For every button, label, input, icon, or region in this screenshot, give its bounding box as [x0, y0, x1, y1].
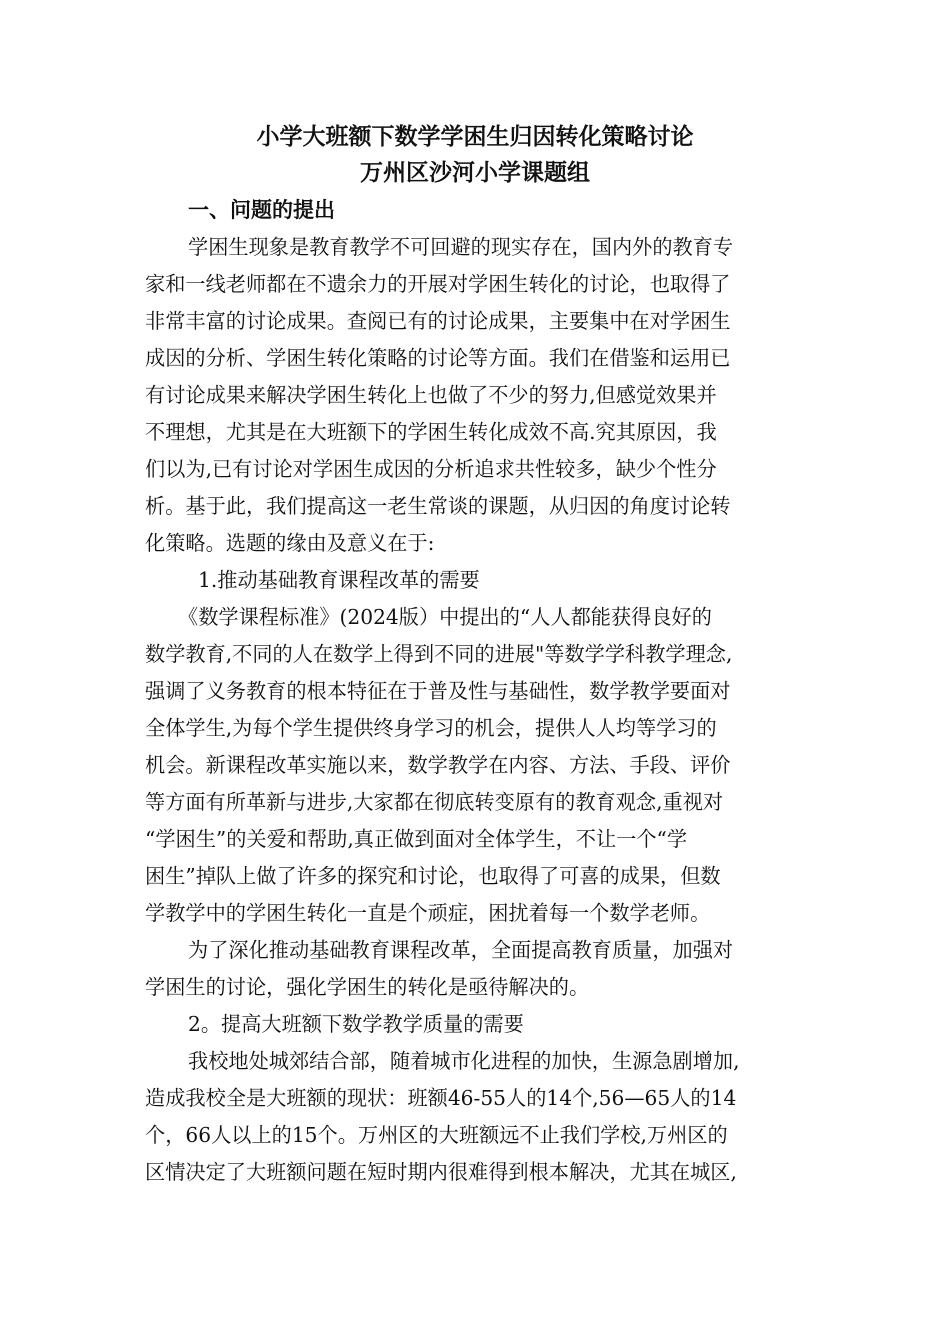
paragraph-line: 造成我校全是大班额的现状：班额46-55人的14个,56—65人的14	[145, 1086, 737, 1110]
paragraph-line: 成因的分析、学困生转化策略的讨论等方面。我们在借鉴和运用已	[145, 346, 731, 370]
paragraph-line: 析。基于此，我们提高这一老生常谈的课题，从归因的角度讨论转	[145, 494, 731, 518]
paragraph-line: 有讨论成果来解决学困生转化上也做了不少的努力,但感觉效果并	[145, 383, 717, 407]
document-subtitle: 万州区沙河小学课题组	[360, 159, 590, 186]
paragraph-line: 《数学课程标准》(2024版）中提出的“人人都能获得良好的	[178, 605, 712, 629]
paragraph-line: 强调了义务教育的根本特征在于普及性与基础性，数学教学要面对	[145, 679, 731, 703]
paragraph-line: 学困生现象是教育教学不可回避的现实存在，国内外的教育专	[188, 235, 734, 259]
subsection-heading-1: 1.推动基础教育课程改革的需要	[198, 568, 480, 592]
paragraph-line: 机会。新课程改革实施以来，数学教学在内容、方法、手段、评价	[145, 753, 731, 777]
paragraph-line: 数学教育,不同的人在数学上得到不同的进展"等数学学科教学理念,	[145, 642, 733, 666]
paragraph-line: 不理想，尤其是在大班额下的学困生转化成效不高.究其原因，我	[145, 420, 717, 444]
paragraph-line: 们以为,已有讨论对学困生成因的分析追求共性较多，缺少个性分	[145, 457, 717, 481]
paragraph-line: 学困生的讨论，强化学困生的转化是亟待解决的。	[145, 975, 590, 999]
section-heading-problem: 一、问题的提出	[188, 197, 335, 222]
paragraph-line: 家和一线老师都在不遗余力的开展对学困生转化的讨论，也取得了	[145, 272, 731, 296]
subsection-heading-2: 2。提高大班额下数学教学质量的需要	[188, 1012, 524, 1036]
paragraph-line: “学困生”的关爱和帮助,真正做到面对全体学生，不让一个“学	[145, 827, 688, 851]
paragraph-line: 个，66人以上的15个。万州区的大班额远不止我们学校,万州区的	[145, 1123, 728, 1147]
paragraph-line: 化策略。选题的缘由及意义在于:	[145, 531, 435, 555]
paragraph-line: 学教学中的学困生转化一直是个顽症，困扰着每一个数学老师。	[145, 901, 711, 925]
paragraph-line: 全体学生,为每个学生提供终身学习的机会，提供人人均等学习的	[145, 716, 717, 740]
paragraph-line: 困生”掉队上做了许多的探究和讨论，也取得了可喜的成果，但数	[145, 864, 721, 888]
paragraph-line: 我校地处城郊结合部，随着城市化进程的加快，生源急剧增加,	[188, 1049, 740, 1073]
paragraph-line: 为了深化推动基础教育课程改革，全面提高教育质量，加强对	[188, 938, 734, 962]
paragraph-line: 等方面有所革新与进步,大家都在彻底转变原有的教育观念,重视对	[145, 790, 724, 814]
paragraph-line: 区情决定了大班额问题在短时期内很难得到根本解决，尤其在城区,	[145, 1160, 737, 1184]
document-title: 小学大班额下数学学困生归因转化策略讨论	[256, 123, 694, 150]
paragraph-line: 非常丰富的讨论成果。查阅已有的讨论成果，主要集中在对学困生	[145, 309, 731, 333]
